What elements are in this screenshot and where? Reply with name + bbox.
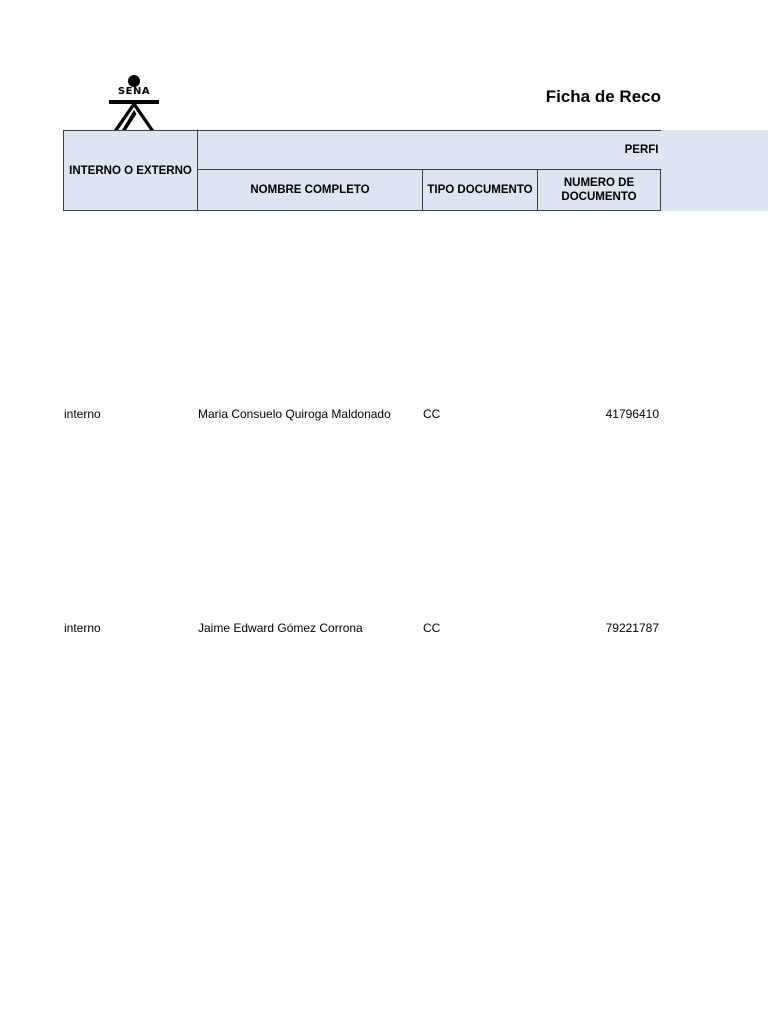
cell-documento: CC [423, 407, 441, 421]
header-table [63, 130, 661, 211]
cell-nombre: Jaime Edward Gómez Corrona [198, 621, 363, 635]
header-perfil: PERFI [198, 131, 661, 170]
cell-numero: 41796410 [605, 407, 659, 421]
cell-tipo: interno [64, 621, 101, 635]
cell-tipo: interno [64, 407, 101, 421]
table-row [63, 620, 659, 636]
header-nombre-completo: NOMBRE COMPLETO [198, 170, 423, 211]
cell-nombre: Maria Consuelo Quiroga Maldonado [198, 407, 391, 421]
cell-documento: CC [423, 621, 441, 635]
sena-logo [106, 74, 162, 132]
header-numero-documento: NUMERO DE DOCUMENTO [538, 170, 661, 211]
logo-text: SENA [117, 86, 151, 97]
table-row [63, 406, 659, 422]
cell-numero: 79221787 [605, 621, 659, 635]
header-band [660, 130, 768, 211]
header-tipo-documento: TIPO DOCUMENTO [423, 170, 538, 211]
page-title: Ficha de Reco [545, 87, 661, 106]
sena-logo-icon [106, 74, 162, 132]
header-interno-externo: INTERNO O EXTERNO [64, 131, 198, 211]
